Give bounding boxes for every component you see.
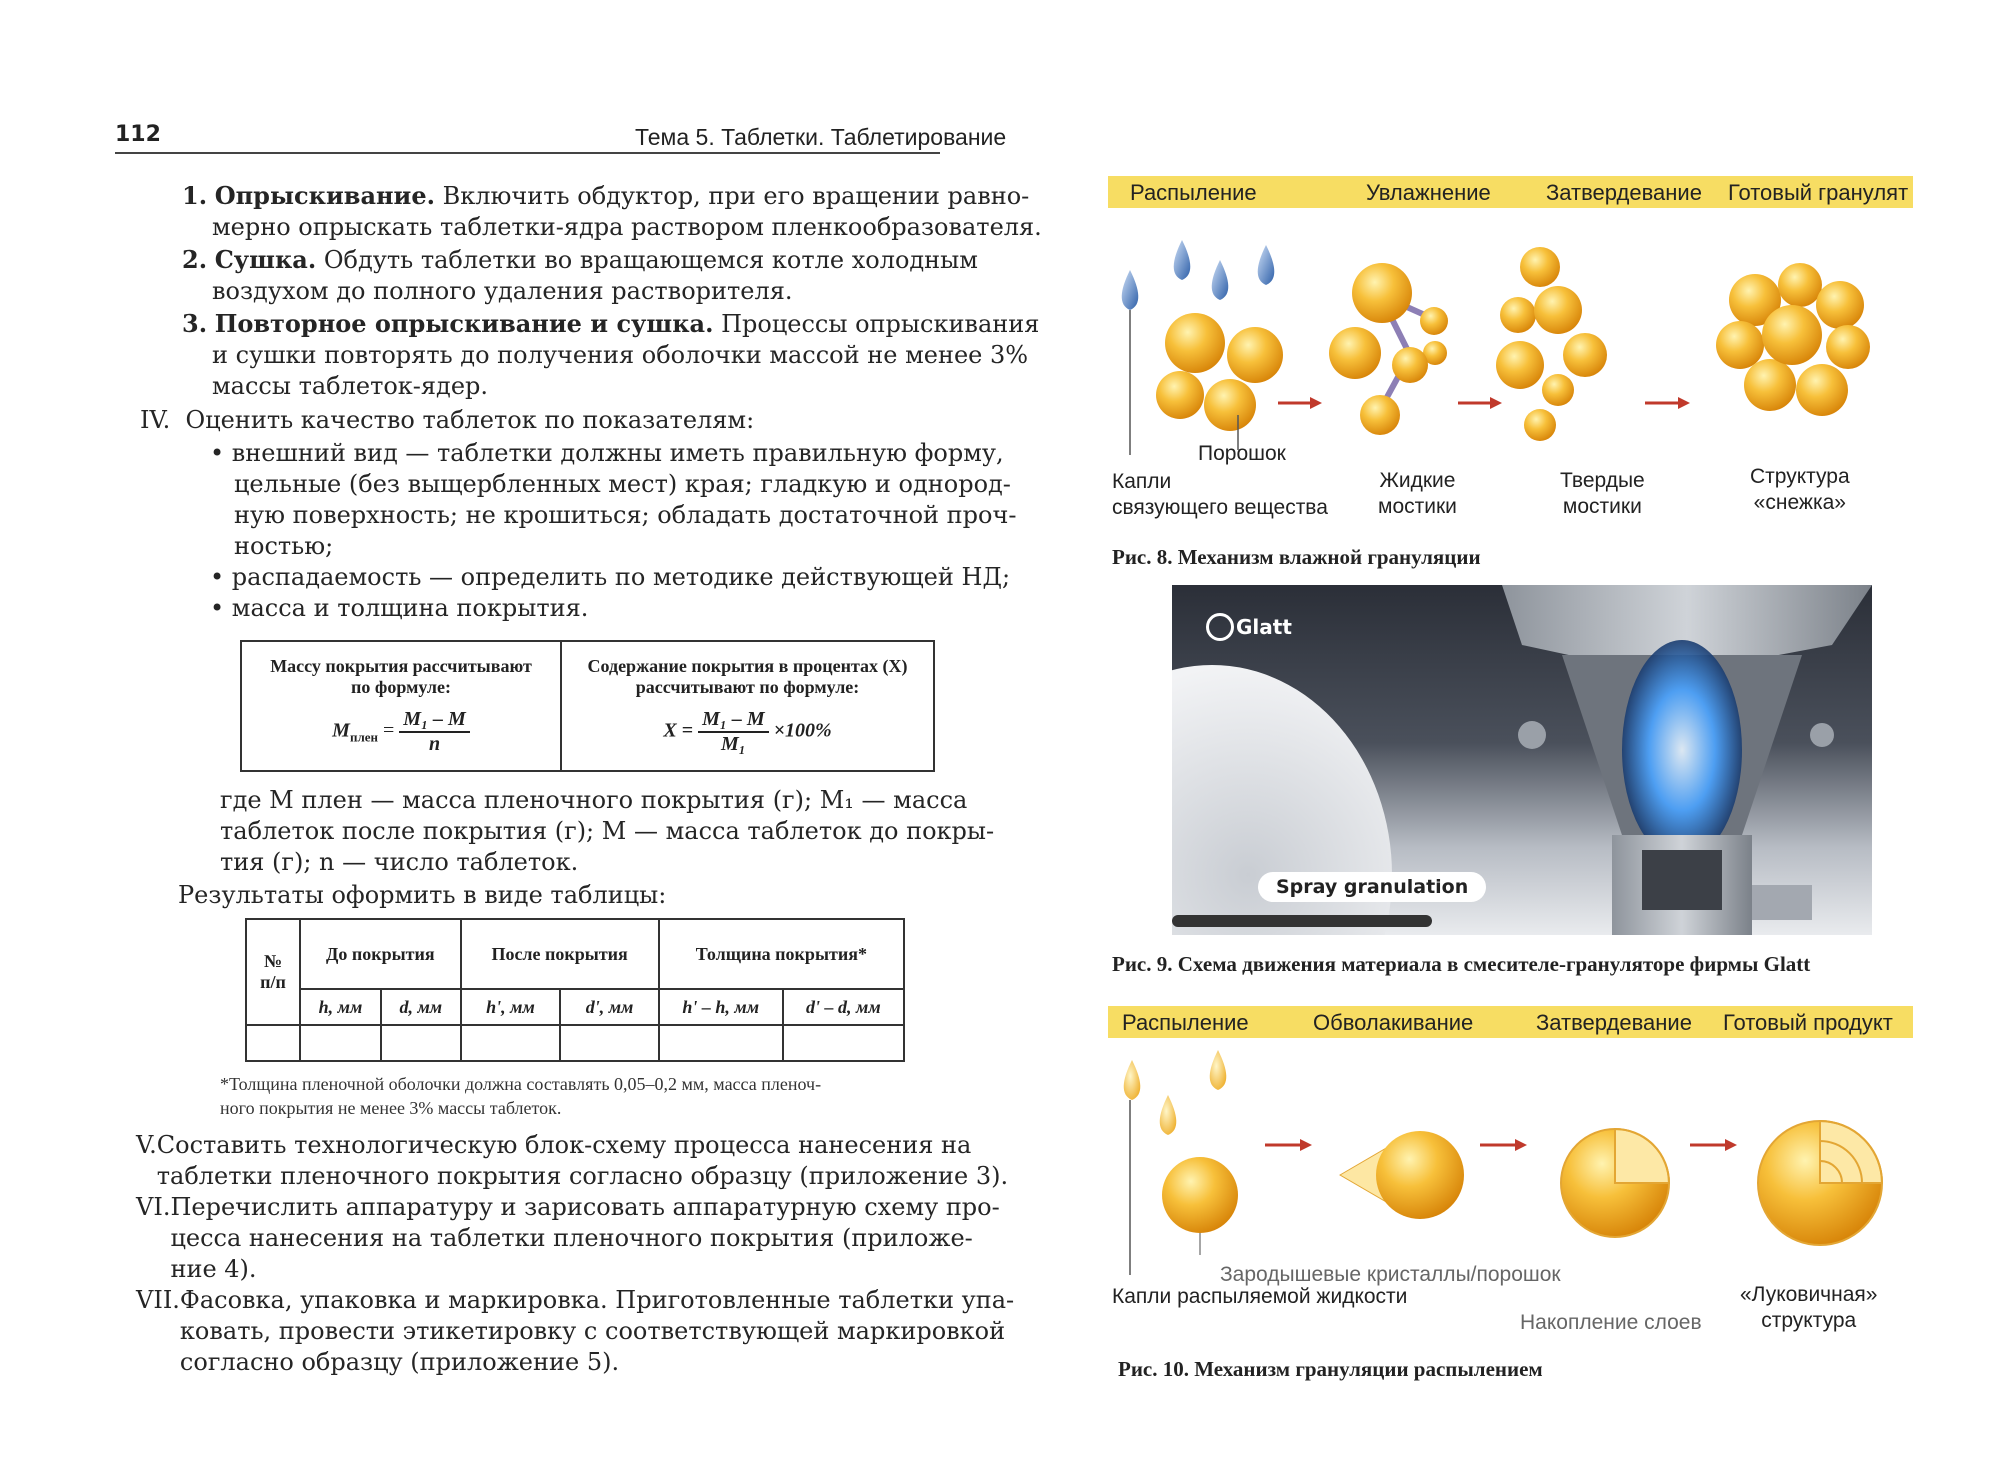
col-sub: d, мм: [381, 989, 461, 1025]
stage-label: Увлажнение: [1366, 180, 1491, 205]
bullet-line: распадаемость — определить по методике действующей НД;: [231, 563, 1011, 591]
section-4: [140, 405, 754, 436]
spray-granulation-badge: Spray granulation: [1258, 872, 1486, 902]
col-no: № п/п: [246, 919, 300, 1025]
col-group: Толщина покрытия*: [659, 919, 904, 989]
stage-label: Распыление: [1130, 180, 1257, 205]
progress-bar: [1172, 915, 1432, 927]
step-3: [182, 308, 1040, 402]
coating-particle: [1340, 1131, 1464, 1219]
section-num: IV.: [140, 406, 171, 434]
col-group: После покрытия: [461, 919, 659, 989]
where-line: где M плен — масса пленочного покрытия (г); M₁ — масса: [220, 786, 968, 814]
step-2: [182, 244, 978, 307]
label-liquid-bridges: Жидкие мостики: [1378, 469, 1457, 518]
formula-cell-mass: [241, 641, 561, 771]
liquid-drops: [1124, 1050, 1227, 1135]
step-text: Включить обдуктор, при его вращении равно-: [442, 182, 1030, 210]
figure-8-caption: Рис. 8. Механизм влажной грануляции: [1112, 545, 1481, 569]
arrow-icon: [1480, 1139, 1527, 1151]
step-text: Обдуть таблетки во вращающемся котле холодным: [323, 246, 978, 274]
formula-head: Массу покрытия рассчитывают: [270, 656, 532, 676]
table-cell: [659, 1025, 783, 1061]
arrow-icon: [1278, 397, 1322, 409]
sections-list: [136, 1130, 1015, 1378]
where-line: тия (г); n — число таблеток.: [220, 848, 579, 876]
section-num: VII.: [136, 1286, 180, 1314]
table-cell: [461, 1025, 561, 1061]
step-text: воздухом до полного удаления растворителя.: [212, 277, 793, 305]
page-number: 112: [115, 122, 161, 147]
onion-particle: [1758, 1121, 1882, 1245]
section-line: ковать, провести этикетировку с соответствующей маркировкой: [179, 1317, 1006, 1345]
footnote-line: *Толщина пленочной оболочки должна составлять 0,05–0,2 мм, масса пленоч-: [220, 1074, 822, 1094]
spray-granulation-diagram: [1100, 1045, 1930, 1280]
stage-label: Готовый продукт: [1723, 1010, 1893, 1035]
step-title: Сушка.: [214, 245, 317, 274]
section-text: Оценить качество таблеток по показателям:: [185, 406, 755, 434]
step-num: 1.: [182, 181, 208, 210]
nucleus-particle: [1162, 1157, 1238, 1233]
section-line: согласно образцу (приложение 5).: [179, 1348, 620, 1376]
bullet-item: • распадаемость — определить по методике действующей НД;: [210, 563, 1011, 591]
arrow-icon: [1458, 397, 1502, 409]
bullet-line: цельные (без выщербленных мест) края; гладкую и однород-: [234, 470, 1011, 498]
section-line: цесса нанесения на таблетки пленочного покрытия (приложе-: [170, 1224, 973, 1252]
arrow-icon: [1645, 397, 1690, 409]
label-snowball: Структура «снежка»: [1750, 465, 1850, 514]
section-item: [136, 1285, 1015, 1378]
bullet-list: [210, 438, 1017, 624]
bullet-line: внешний вид — таблетки должны иметь правильную форму,: [231, 439, 1004, 467]
bullet-item: • внешний вид — таблетки должны иметь правильную форму, цельные (без выщербленных мест) края; гладкую и однород- ную поверхность; не крошиться; обладать достаточной проч- ностью;: [210, 439, 1017, 560]
glatt-logo: Glatt: [1206, 613, 1292, 641]
stage-label: Готовый гранулят: [1728, 180, 1909, 205]
granulator-schematic: [1502, 585, 1872, 935]
step-text: Процессы опрыскивания: [721, 310, 1040, 338]
stage-band: [1108, 1006, 1913, 1038]
results-line: Результаты оформить в виде таблицы:: [178, 881, 667, 909]
stage-band: [1108, 176, 1913, 208]
bullet-item: • масса и толщина покрытия.: [210, 594, 589, 622]
formula-head: рассчитывают по формуле:: [635, 677, 860, 697]
section-num: VI.: [136, 1193, 171, 1221]
formula-cell-percent: [561, 641, 934, 771]
section-line: таблетки пленочного покрытия согласно образцу (приложение 3).: [156, 1162, 1009, 1190]
section-item: [136, 1130, 1009, 1192]
bullet-line: ную поверхность; не крошиться; обладать достаточной проч-: [234, 501, 1017, 529]
snowball-granule: [1716, 263, 1870, 416]
solid-bridges: [1496, 247, 1607, 441]
table-cell: [783, 1025, 904, 1061]
label-nuclei: Зародышевые кристаллы/порошок: [1220, 1263, 1561, 1286]
layered-particle: [1561, 1129, 1669, 1237]
binder-drops: [1122, 240, 1275, 310]
stage-label: Обволакивание: [1313, 1010, 1474, 1035]
section-line: Фасовка, упаковка и маркировка. Приготовленные таблетки упа-: [179, 1286, 1015, 1314]
header-rule: [115, 152, 940, 154]
bullet-line: масса и толщина покрытия.: [231, 594, 589, 622]
step-title: Повторное опрыскивание и сушка.: [214, 309, 714, 338]
table-cell: [246, 1025, 300, 1061]
col-sub: d' – d, мм: [783, 989, 904, 1025]
step-text: массы таблеток-ядер.: [212, 372, 489, 400]
step-text: мерно опрыскать таблетки-ядра раствором пленкообразователя.: [212, 213, 1042, 241]
col-sub: d', мм: [560, 989, 658, 1025]
step-num: 2.: [182, 245, 208, 274]
step-title: Опрыскивание.: [214, 181, 435, 210]
step-text: и сушки повторять до получения оболочки массой не менее 3%: [212, 341, 1029, 369]
formula-percent: X = $\frac{\text{M₁ – M}}{\text{M₁}}$ ×100%: [663, 708, 832, 755]
figure-10-caption: Рис. 10. Механизм грануляции распылением: [1118, 1357, 1543, 1381]
label-layers: Накопление слоев: [1520, 1311, 1702, 1334]
bullet-line: ностью;: [234, 532, 334, 560]
step-1: [182, 180, 1042, 243]
powder-particles: [1156, 313, 1283, 431]
formula-head: Содержание покрытия в процентах (X): [587, 656, 908, 676]
footnote-line: ного покрытия не менее 3% массы таблеток.: [220, 1098, 562, 1118]
section-line: Составить технологическую блок-схему процесса нанесения на: [156, 1131, 972, 1159]
table-cell: [381, 1025, 461, 1061]
section-line: ние 4).: [170, 1255, 257, 1283]
col-sub: h, мм: [300, 989, 381, 1025]
section-line: Перечислить аппаратуру и зарисовать аппаратурную схему про-: [170, 1193, 1000, 1221]
stage-label: Распыление: [1122, 1010, 1249, 1035]
label-onion: «Луковичная» структура: [1740, 1283, 1878, 1332]
stage-label: Затвердевание: [1546, 180, 1702, 205]
label-liquid-drops: Капли распыляемой жидкости: [1112, 1285, 1408, 1308]
arrow-icon: [1690, 1139, 1737, 1151]
section-item: [136, 1192, 1000, 1285]
glatt-photo: [1172, 585, 1872, 935]
col-sub: h' – h, мм: [659, 989, 783, 1025]
where-line: таблеток после покрытия (г); M — масса таблеток до покры-: [220, 817, 995, 845]
table-cell: [560, 1025, 658, 1061]
stage-label: Затвердевание: [1536, 1010, 1692, 1035]
arrow-icon: [1265, 1139, 1312, 1151]
table-cell: [300, 1025, 381, 1061]
figure-9-caption: Рис. 9. Схема движения материала в смесителе-грануляторе фирмы Glatt: [1112, 952, 1811, 976]
label-drops: Капли связующего вещества: [1112, 470, 1328, 519]
formula-head: по формуле:: [351, 677, 451, 697]
wet-granulation-diagram: [1100, 225, 1930, 465]
formula-box: [240, 640, 935, 772]
section-num: V.: [136, 1131, 157, 1159]
formula-mass: $M_{плен}$ = $\frac{\text{M₁ – M}}{n}$: [246, 708, 556, 756]
label-powder: Порошок: [1198, 442, 1286, 465]
right-page: [1000, 0, 2000, 1459]
col-group: До покрытия: [300, 919, 461, 989]
label-solid-bridges: Твердые мостики: [1560, 469, 1645, 518]
col-sub: h', мм: [461, 989, 561, 1025]
results-table: [245, 918, 905, 1062]
where-text: [220, 785, 995, 878]
liquid-bridges: [1329, 263, 1448, 435]
running-head: Тема 5. Таблетки. Таблетирование: [635, 124, 1007, 150]
footnote: [220, 1072, 821, 1120]
step-num: 3.: [182, 309, 208, 338]
